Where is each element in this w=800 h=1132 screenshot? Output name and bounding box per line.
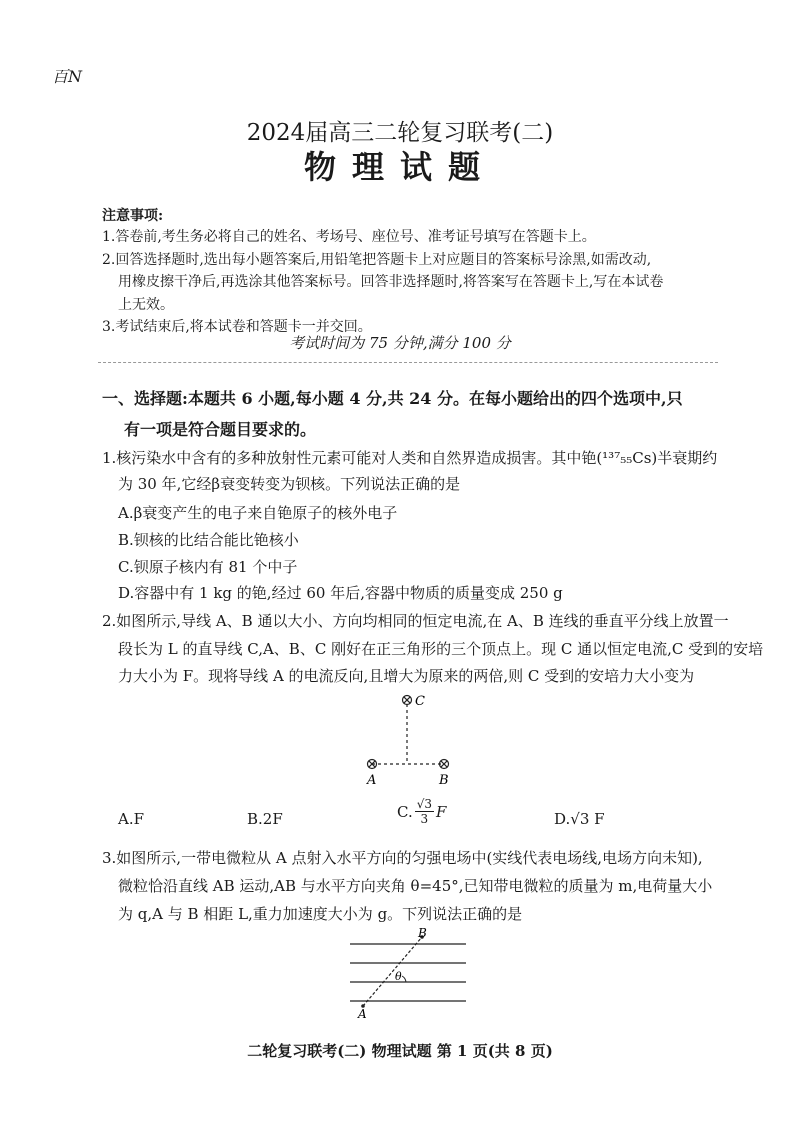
note-line: 3.考试结束后,将本试卷和答题卡一并交回。 <box>102 319 372 335</box>
label-c: C <box>415 694 425 709</box>
note-line: 用橡皮擦干净后,再选涂其他答案标号。回答非选择题时,将答案写在答题卡上,写在本试卷 <box>118 274 664 290</box>
exam-time: 考试时间为 75 分钟,满分 100 分 <box>289 334 511 352</box>
divider <box>98 362 718 363</box>
note-line: 2.回答选择题时,选出每小题答案后,用铅笔把答题卡上对应题目的答案标号涂黑,如需改动, <box>102 252 652 268</box>
q2-option-c-suffix: F <box>436 802 447 821</box>
exam-title: 2024届高三二轮复习联考(二) <box>246 120 554 146</box>
note-line: 上无效。 <box>118 297 174 313</box>
q2-option-c-prefix: C. <box>397 802 413 821</box>
section-heading: 一、选择题:本题共 6 小题,每小题 4 分,共 24 分。在每小题给出的四个选项中,只 <box>102 389 683 408</box>
q2-stem-line: 力大小为 F。现将导线 A 的电流反向,且增大为原来的两倍,则 C 受到的安培力大小变为 <box>118 667 695 685</box>
section-heading-cont: 有一项是符合题目要求的。 <box>124 420 317 439</box>
label-b: B <box>439 773 449 788</box>
path-ab <box>363 937 422 1006</box>
q2-figure <box>355 688 465 790</box>
q2-option-d: D.√3 F <box>554 810 605 828</box>
page-footer: 二轮复习联考(二) 物理试题 第 1 页(共 8 页) <box>247 1042 553 1060</box>
q3-stem-line: 微粒恰沿直线 AB 运动,AB 与水平方向夹角 θ=45°,已知带电微粒的质量为 m,电荷量大小 <box>118 877 713 895</box>
angle-arc <box>402 976 406 982</box>
wire-c-into-page-icon <box>403 696 412 705</box>
q1-option-a: A.β衰变产生的电子来自铯原子的核外电子 <box>118 504 398 522</box>
q2-option-a: A.F <box>118 810 145 828</box>
fraction-denominator: 3 <box>420 812 429 826</box>
q1-option-b: B.钡核的比结合能比铯核小 <box>118 531 299 549</box>
q2-stem-line: 段长为 L 的直导线 C,A、B、C 刚好在正三角形的三个顶点上。现 C 通以恒定电流,C 受到的安培 <box>118 640 764 658</box>
q3-stem-line: 为 q,A 与 B 相距 L,重力加速度大小为 g。下列说法正确的是 <box>118 905 523 923</box>
label-theta: θ <box>395 970 402 983</box>
q2-stem-line: 2.如图所示,导线 A、B 通以大小、方向均相同的恒定电流,在 A、B 连线的垂直平分线上放置一 <box>102 612 729 630</box>
q2-option-c <box>397 797 446 826</box>
q2-option-b: B.2F <box>247 810 283 828</box>
wire-a-into-page-icon <box>368 760 377 769</box>
label-a: A <box>367 773 377 788</box>
q1-stem-line: 为 30 年,它经β衰变转变为钡核。下列说法正确的是 <box>118 475 461 493</box>
label-b: B <box>418 926 427 940</box>
fraction <box>415 797 434 826</box>
q3-stem-line: 3.如图所示,一带电微粒从 A 点射入水平方向的匀强电场中(实线代表电场线,电场方向未知), <box>102 849 703 867</box>
subject-title: 物理试题 <box>303 148 496 186</box>
q1-option-d: D.容器中有 1 kg 的铯,经过 60 年后,容器中物质的质量变成 250 g <box>118 584 563 602</box>
q1-option-c: C.钡原子核内有 81 个中子 <box>118 558 298 576</box>
corner-mark: 百N <box>52 67 83 86</box>
notes-title: 注意事项: <box>102 208 164 224</box>
q1-stem-line: 1.核污染水中含有的多种放射性元素可能对人类和自然界造成损害。其中铯(¹³⁷₅₅Cs)半衰期约 <box>102 449 718 467</box>
fraction-numerator: √3 <box>416 797 432 811</box>
label-a: A <box>358 1007 367 1020</box>
note-line: 1.答卷前,考生务必将自己的姓名、考场号、座位号、准考证号填写在答题卡上。 <box>102 229 596 245</box>
q3-figure <box>340 924 480 1020</box>
